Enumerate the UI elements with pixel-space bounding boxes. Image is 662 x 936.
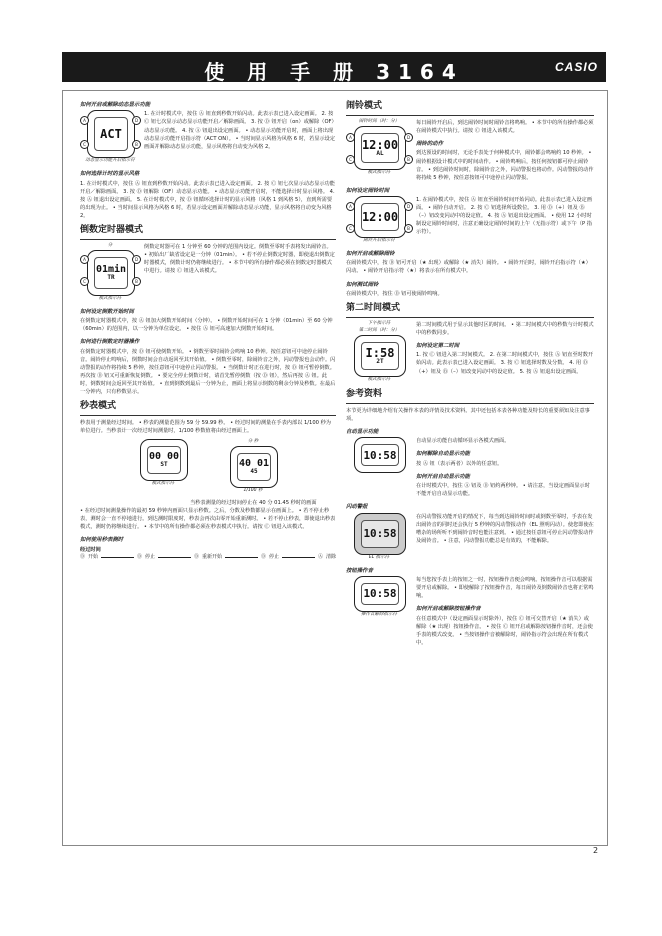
flow-step: 停止 bbox=[145, 553, 156, 560]
section-title: 闪动警报 bbox=[346, 504, 368, 511]
lcd-digits: ACT bbox=[100, 127, 122, 142]
figure-caption: 操作音解除指示符 bbox=[361, 611, 397, 617]
page-number: 2 bbox=[593, 846, 599, 855]
instruction-text: 在任意模式中（设定画面显示时除外），按住 Ⓒ 钮可交替开启（★ 消失）或解除（★ 出现）按钮操作音。 • 按住 Ⓒ 钮开启或解除按钮操作音时，还会使手表的模式改变。 • 当按钮操作音被解除时，闹铃指示符会出现在所有模式中。 bbox=[416, 615, 593, 646]
section-title: 如何开启自动显示功能 bbox=[416, 473, 470, 480]
instruction-text: 在倒数定时器模式中，按 Ⓐ 钮加大倒数开始时间（分钟）。 • 倒数开始时间可在 1 分钟（01min）至 60 分钟（60min）的范围内，以一分钟为单位设定。 • 按住 Ⓐ 钮可高速加大倒数开始时间。 bbox=[80, 318, 333, 333]
watch-lcd bbox=[361, 444, 399, 466]
watch-lcd bbox=[361, 133, 399, 163]
instruction-text: 到达预设的时间时，无论手表处于何种模式中，闹铃都会鸣响约 10 秒钟。 • 闹铃根据设计模式中的时间动作。 • 闹铃鸣响后，按任何按钮都可停止闹铃音。 • 到达闹铃时间时，除闹铃音之外，闪动警报也将动作。闪动警报的动作将持续 5 秒钟，按任意按钮可中途停止闪动警报。 bbox=[416, 150, 594, 181]
instruction-text: 每当您按手表上的按钮之一时，按钮操作音便会鸣响。按钮操作音可以根据需要开启或解除。 • 即使解除了按钮操作音，每日闹铃及倒数闹铃音也将正常鸣响。 bbox=[416, 576, 594, 600]
instruction-text: 在闪动警报功能开启的情况下，每当到达闹铃时间时或倒数至零时，手表在发出闹铃音的同时还会执行 5 秒钟的闪动警报动作（EL 照明闪动）。使您即使在嘈杂的场所听不到闹铃音时也能注意到。 • 通过按任意钮可停止闪动警报动作及闹铃音。 • 注意，闪动警报功能总是有效的，不能解除。 bbox=[416, 513, 594, 544]
watch-figure bbox=[346, 513, 412, 562]
section-title: 如何进行倒数定时器操作 bbox=[80, 339, 140, 346]
instruction-text: 本节更为详细地介绍有关操作本表的详情及技术资料。其中还包括本表各种功能及特长的重要须知及注意事项。 bbox=[346, 407, 590, 422]
button-b: B bbox=[132, 277, 141, 286]
instruction-text: 在闹铃模式中，按住 Ⓓ 钮可使闹铃鸣响。 bbox=[346, 290, 443, 297]
watch-lcd bbox=[94, 257, 128, 289]
watch-face bbox=[140, 439, 188, 481]
flow-step: 停止 bbox=[269, 553, 280, 560]
figure-label: 闹铃时间（时：分） bbox=[358, 118, 400, 124]
section-title: 如何选择计时的显示风格 bbox=[80, 171, 140, 178]
section-heading: 参考资料 bbox=[346, 388, 594, 404]
watch-lcd bbox=[361, 520, 399, 548]
watch-figure bbox=[346, 119, 412, 182]
flow-diagram bbox=[80, 554, 336, 562]
watch-face bbox=[230, 446, 278, 488]
section-title: 如何开启或解除动态显示功能 bbox=[80, 102, 151, 108]
instruction-text: 1. 按 Ⓒ 钮进入第二时间模式。 2. 在第二时间模式中，按住 Ⓐ 钮直至时数开始闪动。此表示表已进入设定画面。 3. 按 Ⓒ 钮选择时数及分数。 4. 用 Ⓓ（+）钮及 Ⓑ（–）钮改变闪动中的设定值。 5. 按 Ⓐ 钮退出设定画面。 bbox=[416, 352, 594, 375]
figure-caption: 动态显示功能开启指示符 bbox=[85, 158, 135, 164]
watch-figure bbox=[223, 439, 283, 495]
watch-lcd bbox=[237, 453, 271, 481]
watch-figure bbox=[346, 576, 412, 647]
flow-arrow bbox=[282, 557, 315, 558]
figure-caption: 模式指示符 bbox=[367, 169, 391, 175]
button-tone-description bbox=[416, 576, 594, 647]
lcd-digits: I:58 bbox=[365, 345, 395, 360]
button-c: C bbox=[346, 224, 355, 233]
section-title: 如何开启或解除闹铃 bbox=[346, 251, 395, 258]
figure-caption: 闹铃开启指示符 bbox=[363, 238, 395, 244]
button-a: A bbox=[346, 202, 355, 211]
lcd-digits: 12:00 bbox=[361, 137, 399, 152]
figure-label: 分 bbox=[107, 242, 113, 248]
watch-lcd bbox=[361, 203, 399, 231]
lcd-mode: TR bbox=[107, 273, 115, 281]
button-b: B bbox=[404, 155, 413, 164]
instruction-text: • 在经过时间测量操作的最初 59 秒钟内画面只显示秒数。之后，分数及秒数都显示在画面上。 • 若不停止秒表，测时会一直不停地进行。到达测时限度时，秒表会再次由零开始重新测时。 • 若不停止秒表，即使退出秒表模式，测时仍将继续进行。 • 本节中的所有操作都必须在秒表模式中执行。请按 Ⓒ 钮进入该模式。 bbox=[80, 508, 336, 531]
header-bar bbox=[62, 52, 606, 82]
instruction-text: 在计时模式中，按住 Ⓐ 钮及 Ⓓ 钮约两秒钟。 • 请注意，当设定画面显示时不能开启自动显示功能。 bbox=[416, 483, 590, 498]
flow-button: Ⓓ bbox=[194, 553, 200, 560]
watch-figure bbox=[346, 437, 412, 498]
figure-caption: 模式指示符 bbox=[151, 481, 175, 487]
section-heading: 倒数定时器模式 bbox=[80, 224, 336, 240]
lcd-digits: 01min bbox=[95, 263, 127, 275]
flow-step: 开始 bbox=[88, 553, 99, 560]
instruction-text: 1. 在计时模式中，按住 Ⓐ 钮直到秒数开始闪动。此表示表已进入设定画面。 2. 按 Ⓒ 钮七次显示动态显示功能开启／解除画面。 3. 按 Ⓓ 钮开启（on）或解除（OF）动态显示功能。 4. 按 Ⓐ 钮退出设定画面。 • 动态显示功能开启时，画面上将出现动态显示功能开启指示符（ACT ON）。 • 当时间显示风格为风格 6 时，若显示设定画面并解除动态显示功能，显示风格将自动变为风格 2。 bbox=[144, 111, 336, 150]
figure-caption: 模式指示符 bbox=[98, 295, 122, 301]
instruction-text: 倒数定时器可在 1 分钟至 60 分钟的范围内设定。倒数至零时手表将发出闹铃音。 • 初始出厂缺省设定是一分钟（01min）。 • 若不停止倒数定时器，即使退出倒数定时器模式，倒数计时仍将继续进行。 • 本节中的所有操作都必须在倒数定时器模式中进行。请按 Ⓒ 钮进入该模式。 bbox=[144, 243, 335, 275]
lcd-mode: ST bbox=[160, 461, 168, 469]
lcd-digits: 10:58 bbox=[363, 448, 397, 462]
watch-figure bbox=[346, 321, 412, 384]
section-title: 如何设定闹铃时间 bbox=[346, 187, 390, 194]
lcd-digits: 10:58 bbox=[363, 527, 397, 541]
dual-time-description bbox=[416, 321, 594, 384]
flow-button: Ⓓ bbox=[137, 553, 143, 560]
watch-lcd bbox=[361, 583, 399, 605]
flow-arrow bbox=[225, 557, 258, 558]
flow-button: Ⓐ bbox=[318, 553, 324, 560]
watch-face bbox=[354, 513, 406, 555]
instruction-text: 1. 在闹铃模式中，按住 Ⓐ 钮直至闹铃时间开始闪动。此表示表已进入设定画面。 • 闹铃自动开启。 2. 按 Ⓒ 钮选择所设数位。 3. 用 Ⓓ（+）钮及 Ⓑ（–）钮改变闪动中的设定值。 4. 按 Ⓐ 钮退出设定画面。 • 使用 12 小时时制设定闹铃时间时，注意正确设定闹铃时间的上午（无指示符）或下午（P 指示符）。 bbox=[416, 197, 592, 236]
alarm-description bbox=[416, 119, 594, 182]
button-d: D bbox=[404, 133, 413, 142]
watch-figure bbox=[80, 110, 140, 165]
button-a: A bbox=[346, 133, 355, 142]
figure-caption: 模式指示符 bbox=[367, 376, 391, 382]
flow-step: 清除 bbox=[326, 553, 337, 560]
figure-label: 下午指示符 bbox=[367, 320, 391, 326]
lcd-mode: AL bbox=[376, 149, 384, 157]
instruction-text: 1. 在计时模式中，按住 Ⓐ 钮直到秒数开始闪动。此表示表已进入设定画面。 2. 按 Ⓒ 钮七次显示动态显示功能开启／解除画面。 3. 按 Ⓓ 钮解除（OF）动态显示功能。 • 动态显示功能开启时，不能选择计时显示风格。 4. 按 Ⓐ 钮退出设定画面。 5. 在计时模式中，按 Ⓓ 钮循环选择计时的显示风格（风格 1 到风格 5），直到所需要的出现为止。 • 当时间显示风格为风格 6 时，若显示设定画面并解除动态显示功能，显示风格将自动变为风格 2。 bbox=[80, 180, 335, 219]
flow-arrow bbox=[101, 557, 134, 558]
section-title: 自动显示功能 bbox=[346, 428, 379, 435]
section-title: 如何开启或解除按钮操作音 bbox=[416, 606, 481, 613]
instruction-text: 在倒数定时器模式中，按 Ⓓ 钮可使倒数开始。 • 倒数至零时闹铃会鸣响 10 秒钟。按任意钮可中途停止闹铃音。闹铃停止鸣响后，倒数时间会自动返回至其开始值。 • 倒数至零时，除闹铃音之外，闪动警报也会动作。闪动警报的动作将持续 5 秒钟，按任意钮可中途停止闪动警报。 • 当倒数计时正在进行时，按 Ⓓ 钮可暂停倒数。再次按 Ⓓ 钮又可重新恢复倒数。 • 要完全停止倒数计时，请首先暂停倒数（按 Ⓓ 钮），然后再按 Ⓐ 钮。此时，倒数时间会返回至其开始值。 • 直到倒数到最后一分钟为止，画面上将显示倒数的剩余分钟及秒数。在最后一分钟内，只有秒数显示。 bbox=[80, 348, 336, 396]
section-title: 按钮操作音 bbox=[346, 567, 373, 574]
instruction-text: 秒表用于测量经过时间。 • 秒表的测量范围为 59 分 59.99 秒。 • 经过时间的测量在手表内部以 1/100 秒为单位进行。当秒表计一次经过时间测量时，1/100 秒数值将由经过画面上。 bbox=[80, 420, 331, 435]
watch-face bbox=[354, 196, 406, 238]
flow-button: Ⓓ bbox=[261, 553, 267, 560]
flow-label: 经过时间 bbox=[80, 546, 101, 553]
button-d: D bbox=[132, 116, 141, 125]
watch-figure bbox=[80, 243, 140, 303]
watch-figure bbox=[346, 196, 412, 245]
flow-step: 重新开始 bbox=[202, 553, 223, 560]
right-column bbox=[346, 96, 594, 647]
button-a: A bbox=[80, 116, 89, 125]
auto-display-description bbox=[416, 437, 594, 498]
lcd-digits: 00 00 bbox=[148, 451, 180, 463]
button-c: C bbox=[80, 140, 89, 149]
lcd-hundredths: 45 bbox=[250, 468, 258, 476]
instruction-text: 每日闹铃开启后，到达闹铃时间时闹铃音将鸣响。 • 本节中的所有操作都必须在闹铃模式中执行。请按 Ⓒ 钮进入该模式。 bbox=[416, 119, 594, 134]
lcd-digits: 12:00 bbox=[361, 210, 399, 225]
section-title: 如何解除自动显示功能 bbox=[416, 451, 470, 458]
casio-logo: CASIO bbox=[554, 60, 598, 74]
left-column bbox=[80, 96, 336, 562]
section-title: 如何设定第二时间 bbox=[416, 343, 460, 350]
watch-lcd bbox=[361, 342, 399, 370]
watch-face bbox=[87, 110, 135, 158]
lcd-digits: 10:58 bbox=[363, 587, 397, 601]
watch-face bbox=[354, 126, 406, 170]
page-title: 使 用 手 册 3164 bbox=[204, 60, 464, 84]
flow-button: Ⓓ bbox=[80, 553, 86, 560]
figure-caption: 1/100 秒 bbox=[243, 488, 263, 494]
button-d: D bbox=[132, 255, 141, 264]
button-c: C bbox=[80, 277, 89, 286]
button-c: C bbox=[346, 155, 355, 164]
watch-lcd bbox=[147, 446, 181, 474]
watch-face bbox=[354, 335, 406, 377]
button-b: B bbox=[404, 224, 413, 233]
button-d: D bbox=[404, 202, 413, 211]
flow-arrow bbox=[158, 557, 191, 558]
section-heading: 闹铃模式 bbox=[346, 100, 594, 116]
watch-face bbox=[354, 437, 406, 473]
figure-label: 分 秒 bbox=[247, 439, 259, 445]
section-heading: 第二时间模式 bbox=[346, 302, 594, 318]
section-heading: 秒表模式 bbox=[80, 400, 336, 416]
watch-face bbox=[354, 576, 406, 612]
lcd-mode: 2T bbox=[376, 357, 384, 365]
watch-lcd bbox=[94, 117, 128, 151]
section-title: 如何使用秒表测时 bbox=[80, 537, 124, 544]
section-title: 闹铃的动作 bbox=[416, 141, 443, 148]
watch-face bbox=[87, 250, 135, 296]
instruction-text: 按 Ⓐ 钮（表示两者）以外的任意钮。 bbox=[416, 460, 503, 467]
figure-caption: EL 指示符 bbox=[368, 554, 390, 560]
instruction-text: 自动显示功能自动循环显示各模式画面。 bbox=[416, 438, 510, 445]
instruction-text: 在闹铃模式中，按 Ⓓ 钮可开启（★ 出现）或解除（★ 消失）闹铃。 • 闹铃开启时，闹铃开启指示符（★）闪动。 • 闹铃开启指示符（★）将表示在所有模式中。 bbox=[346, 260, 591, 275]
instruction-text: 第二时间模式用于显示其他时区的时间。 • 第二时间模式中的秒数与计时模式中的秒数同步。 bbox=[416, 321, 594, 336]
watch-figure bbox=[133, 439, 193, 495]
lcd-digits: 40 01 bbox=[238, 458, 270, 470]
figure-label: 第二时间（时：分） bbox=[358, 327, 400, 333]
button-a: A bbox=[80, 255, 89, 264]
button-b: B bbox=[132, 140, 141, 149]
section-title: 如何设定倒数开始时间 bbox=[80, 308, 134, 315]
section-title: 如何测试闹铃 bbox=[346, 281, 379, 288]
figure-note: 当秒表测量的经过时间停止在 40 分 01.45 秒时的画面 bbox=[190, 500, 317, 507]
